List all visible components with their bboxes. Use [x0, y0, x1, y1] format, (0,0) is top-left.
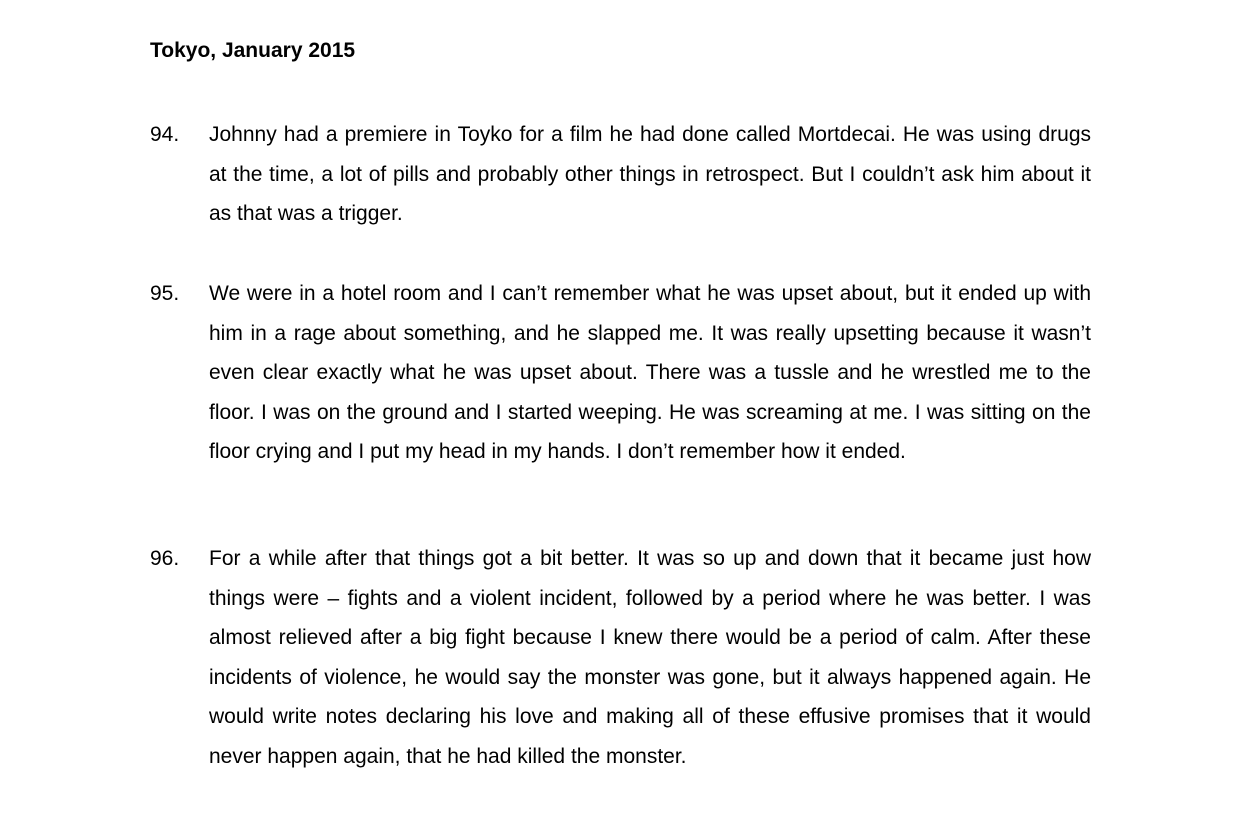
- paragraph-number: 95.: [150, 282, 180, 305]
- paragraph-text: For a while after that things got a bit better. It was so up and down that it became just how things were – fights and a violent incident, followed by a period where he was better. I was almost relieved after a big fight because I knew there would be a period of calm. After these incidents of violence, he would say the monster was gone, but it always happened again. He would write notes declaring his love and making all of these effusive promises that it would never happen again, that he had killed the monster.: [209, 547, 1091, 768]
- numbered-paragraph: [150, 274, 1091, 472]
- paragraph-text: Johnny had a premiere in Toyko for a film he had done called Mortdecai. He was using drugs at the time, a lot of pills and probably other things in retrospect. But I couldn’t ask him about it as that was a trigger.: [209, 123, 1091, 225]
- section-heading: Tokyo, January 2015: [150, 39, 356, 62]
- paragraph-number: 94.: [150, 123, 180, 146]
- paragraph-text: We were in a hotel room and I can’t remember what he was upset about, but it ended up with him in a rage about something, and he slapped me. It was really upsetting because it wasn’t even clear exactly what he was upset about. There was a tussle and he wrestled me to the floor. I was on the ground and I started weeping. He was screaming at me. I was sitting on the floor crying and I put my head in my hands. I don’t remember how it ended.: [209, 282, 1091, 463]
- numbered-paragraph: [150, 539, 1091, 776]
- paragraph-number: 96.: [150, 547, 180, 570]
- numbered-paragraph: [150, 115, 1091, 234]
